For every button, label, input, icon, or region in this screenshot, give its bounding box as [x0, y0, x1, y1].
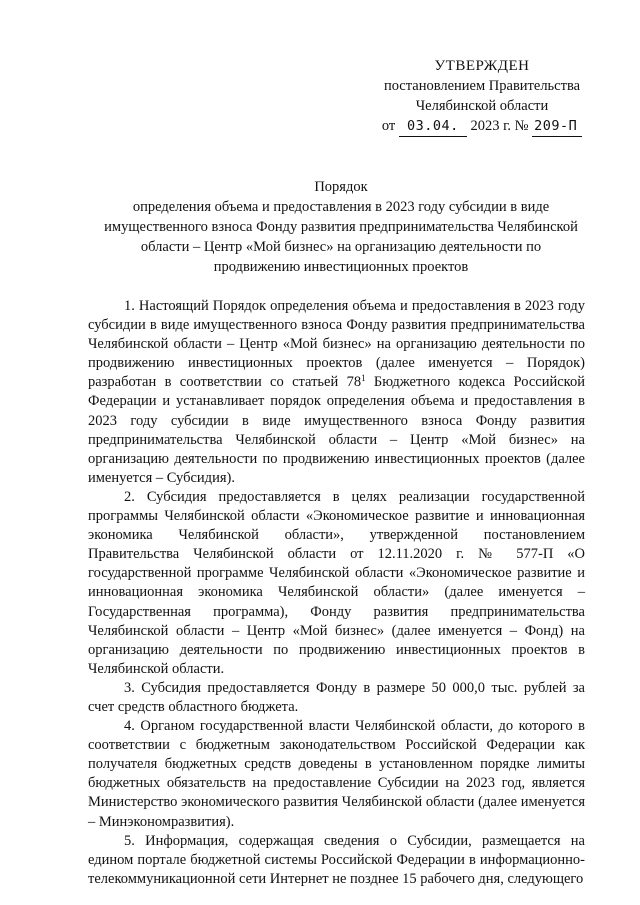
document-title	[100, 177, 582, 277]
paragraph-1	[88, 297, 585, 488]
year-label: 2023 г. №	[470, 118, 529, 134]
approved-heading: УТВЕРЖДЕН	[434, 58, 530, 74]
approval-stamp	[376, 56, 588, 137]
paragraph-2: 2. Субсидия предоставляется в целях реализации государственной программы Челябинской области «Экономическое развитие и инновационная экономика Челябинской области», утвержденной постановлением Правительства Челябинской области от 12.11.2020 г. № 577-П «О государственной программе Челябинской области «Экономическое развитие и инновационная экономика Челябинской области» (далее именуется – Государственная программа), Фонду развития предпринимательства Челябинской области – Центр «Мой бизнес» (далее именуется – Фонд) на организацию деятельности по продвижению инвестиционных проектов в Челябинской области.	[88, 488, 585, 677]
paragraph-3: 3. Субсидия предоставляется Фонду в размере 50 000,0 тыс. рублей за счет средств областного бюджета.	[88, 679, 585, 715]
from-label: от	[381, 118, 396, 134]
document-body	[88, 297, 585, 889]
paragraph-4: 4. Органом государственной власти Челябинской области, до которого в соответствии с бюджетным законодательством Российской Федерации как получателя бюджетных средств доведены в установленном порядке лимиты бюджетных обязательств на предоставление Субсидии на 2023 год, является Министерство экономического развития Челябинской области (далее именуется – Минэкономразвития).	[88, 718, 585, 830]
paragraph-5: 5. Информация, содержащая сведения о Субсидии, размещается на едином портале бюджетной системы Российской Федерации в информационно-телекоммуникационной сети Интернет не позднее 15 рабочего дня, следующего	[88, 832, 585, 887]
approval-date-line	[376, 116, 588, 137]
approval-line-2: Челябинской области	[415, 98, 549, 114]
approval-date: 03.04.	[399, 116, 467, 137]
paragraph-1-part-2: Бюджетного кодекса Российской Федерации и устанавливает порядок определения объема и предоставления в 2023 году субсидии в виде имущественного взноса Фонду развития предпринимательства Челябинской области – Центр «Мой бизнес» на организацию деятельности по продвижению инвестиционных проектов (далее именуется – Субсидия).	[88, 374, 585, 486]
title-subtitle: определения объема и предоставления в 2023 году субсидии в виде имущественного взноса Фонду развития предпринимательства Челябинской области – Центр «Мой бизнес» на организацию деятельности по продвижению инвестиционных проектов	[104, 199, 578, 275]
approval-number: 209-П	[532, 116, 582, 137]
title-heading: Порядок	[314, 179, 368, 195]
approval-line-1: постановлением Правительства	[383, 78, 581, 94]
paragraph-1-part-1: 1. Настоящий Порядок определения объема и предоставления в 2023 году субсидии в виде имущественного взноса Фонду развития предпринимательства Челябинской области – Центр «Мой бизнес» на организацию деятельности по продвижению инвестиционных проектов (далее именуется – Порядок) разработан в соответствии со статьей 78	[88, 298, 585, 391]
superscript-1: 1	[361, 373, 366, 384]
